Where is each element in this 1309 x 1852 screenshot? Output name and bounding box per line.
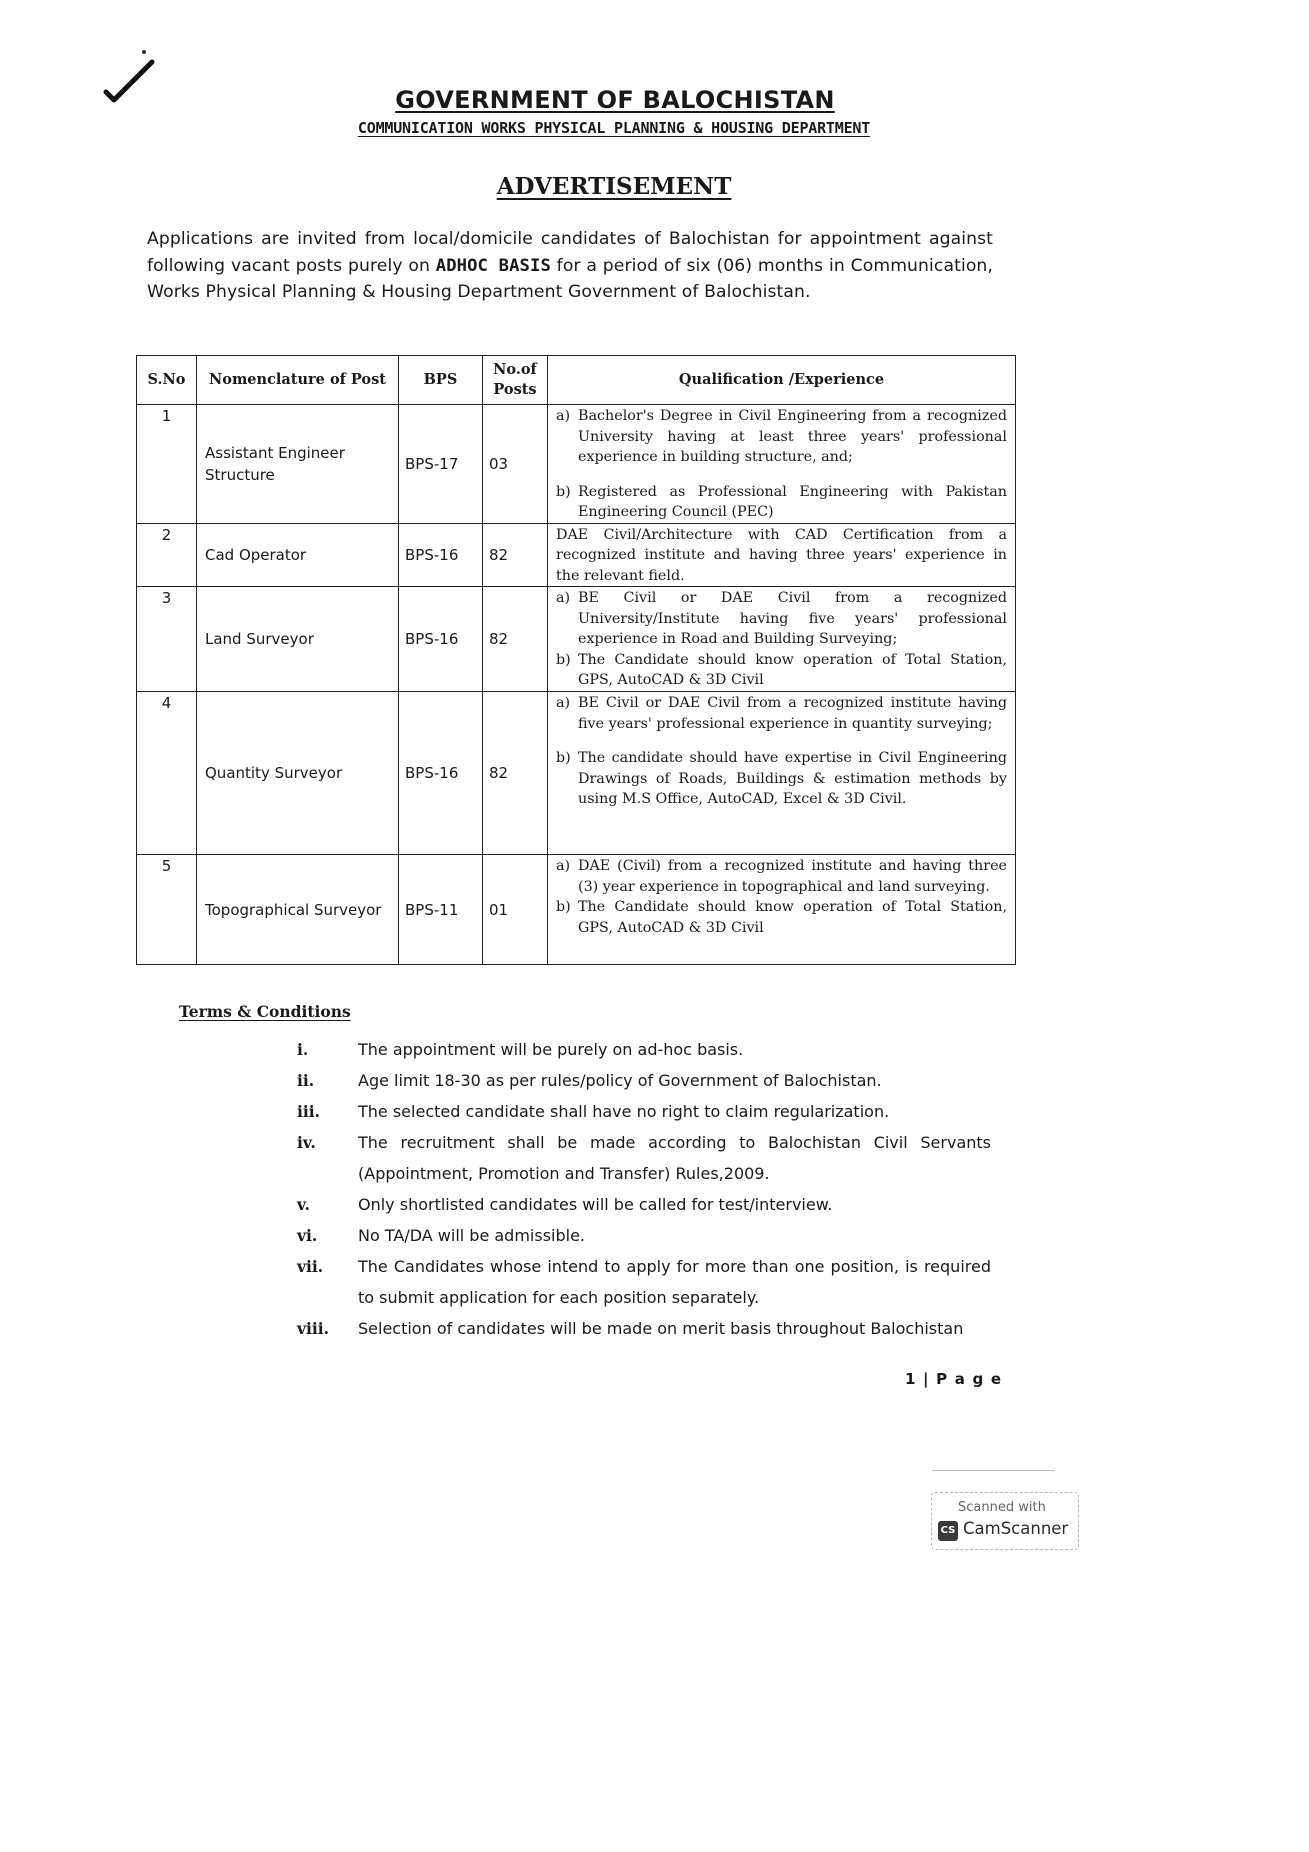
term-text: The selected candidate shall have no right to claim regularization. [358,1102,890,1121]
table-row [137,692,1016,855]
list-item [297,1065,991,1096]
cell-posts: 82 [483,692,548,855]
cell-bps: BPS-17 [399,405,483,524]
term-number: iv. [297,1133,316,1152]
intro-text-part2: for a period of six (06) months in Communication, Works Physical Planning & Housing Department Government of Balochistan. [147,255,993,302]
qualification-label: b) [556,899,571,915]
term-number: viii. [297,1319,330,1338]
qualification-text: DAE (Civil) from a recognized institute and having three (3) year experience in topographical and land surveying. [578,858,1007,895]
qualification-text: The candidate should have expertise in Civil Engineering Drawings of Roads, Buildings & estimation methods by using M.S Office, AutoCAD, Excel & 3D Civil. [578,750,1007,807]
vacancy-table [136,355,1016,965]
cell-sno: 3 [137,587,197,692]
government-title: GOVERNMENT OF BALOCHISTAN [395,86,835,114]
qualification-gap [556,734,1007,748]
col-header-posts: No.of Posts [483,356,548,405]
qualification-item [556,693,1007,734]
qualification-label: a) [556,590,571,606]
cell-posts: 01 [483,855,548,965]
qualification-text: The Candidate should know operation of Total Station, GPS, AutoCAD & 3D Civil [578,899,1007,936]
table-row [137,587,1016,692]
cell-post: Land Surveyor [197,587,399,692]
list-item [297,1251,991,1313]
scanned-with-text: Scanned with [958,1500,1046,1515]
list-item [297,1127,991,1189]
col-header-post: Nomenclature of Post [197,356,399,405]
table-row [137,405,1016,524]
cell-qualification [548,405,1016,524]
qualification-label: b) [556,750,571,766]
term-number: vi. [297,1226,318,1245]
intro-paragraph [147,226,993,306]
cell-qualification [548,692,1016,855]
terms-title: Terms & Conditions [179,1002,351,1021]
cell-post: Quantity Surveyor [197,692,399,855]
qualification-text: Bachelor's Degree in Civil Engineering from a recognized University having at least three years' professional experience in building structure, and; [578,408,1007,465]
term-number: v. [297,1195,310,1214]
page-number: 1 | P a g e [905,1370,1003,1388]
intro-adhoc-basis: ADHOC BASIS [435,255,551,276]
qualification-text: Registered as Professional Engineering with Pakistan Engineering Council (PEC) [578,483,1007,520]
term-number: vii. [297,1257,324,1276]
cell-qualification [548,587,1016,692]
cell-sno: 2 [137,523,197,587]
qualification-text: BE Civil or DAE Civil from a recognized institute having five years' professional experience in quantity surveying; [578,695,1007,732]
cell-bps: BPS-16 [399,692,483,855]
terms-list [297,1034,991,1344]
list-item [297,1189,991,1220]
term-text: No TA/DA will be admissible. [358,1226,586,1245]
qualification-text: DAE Civil/Architecture with CAD Certification from a recognized institute and having three years' experience in the relevant field. [556,526,1007,584]
term-text: The appointment will be purely on ad-hoc basis. [358,1040,744,1059]
qualification-label: a) [556,858,571,874]
cell-post: Topographical Surveyor [197,855,399,965]
checkmark-icon [100,48,160,108]
term-number: iii. [297,1102,321,1121]
department-title: COMMUNICATION WORKS PHYSICAL PLANNING & HOUSING DEPARTMENT [357,119,871,137]
term-text: The Candidates whose intend to apply for more than one position, is required to submit application for each position separately. [358,1257,991,1307]
qualification-item [556,525,1007,587]
term-number: ii. [297,1071,315,1090]
camscanner-logo-icon: CS [938,1521,958,1541]
advertisement-title: ADVERTISEMENT [496,173,732,200]
divider [932,1470,1054,1471]
cell-sno: 1 [137,405,197,524]
qualification-item [556,897,1007,938]
qualification-text: BE Civil or DAE Civil from a recognized University/Institute having five years' professional experience in Road and Building Surveying; [578,590,1007,647]
qualification-text: The Candidate should know operation of Total Station, GPS, AutoCAD & 3D Civil [578,651,1007,688]
term-text: Age limit 18-30 as per rules/policy of Government of Balochistan. [358,1071,882,1090]
cell-sno: 5 [137,855,197,965]
term-text: The recruitment shall be made according to Balochistan Civil Servants (Appointment, Promotion and Transfer) Rules,2009. [358,1133,991,1183]
qualification-label: b) [556,651,571,668]
list-item [297,1313,991,1344]
cell-post: Cad Operator [197,523,399,587]
col-header-sno: S.No [137,356,197,405]
cell-bps: BPS-16 [399,523,483,587]
list-item [297,1220,991,1251]
list-item [297,1034,991,1065]
qualification-item [556,588,1007,650]
qualification-item [556,856,1007,897]
term-number: i. [297,1040,309,1059]
cell-sno: 4 [137,692,197,855]
qualification-label: a) [556,695,571,711]
qualification-label: a) [556,408,571,424]
cell-bps: BPS-16 [399,587,483,692]
qualification-label: b) [556,483,571,500]
camscanner-watermark [931,1492,1079,1550]
term-text: Selection of candidates will be made on merit basis throughout Balochistan [358,1319,964,1338]
cell-qualification [548,523,1016,587]
term-text: Only shortlisted candidates will be called for test/interview. [358,1195,833,1214]
qualification-item [556,482,1007,523]
intro-text-part1: Applications are invited from local/domicile candidates of Balochistan for appointment against following vacant posts purely on [147,229,993,276]
camscanner-name: CamScanner [963,1519,1069,1538]
cell-bps: BPS-11 [399,855,483,965]
table-row [137,523,1016,587]
cell-qualification [548,855,1016,965]
list-item [297,1096,991,1127]
qualification-gap [556,468,1007,482]
col-header-bps: BPS [399,356,483,405]
cell-posts: 82 [483,523,548,587]
table-header-row [137,356,1016,405]
qualification-item [556,650,1007,691]
qualification-item [556,748,1007,810]
col-header-qualification: Qualification /Experience [548,356,1016,405]
cell-post: Assistant Engineer Structure [197,405,399,524]
cell-posts: 03 [483,405,548,524]
table-row [137,855,1016,965]
qualification-item [556,406,1007,468]
cell-posts: 82 [483,587,548,692]
